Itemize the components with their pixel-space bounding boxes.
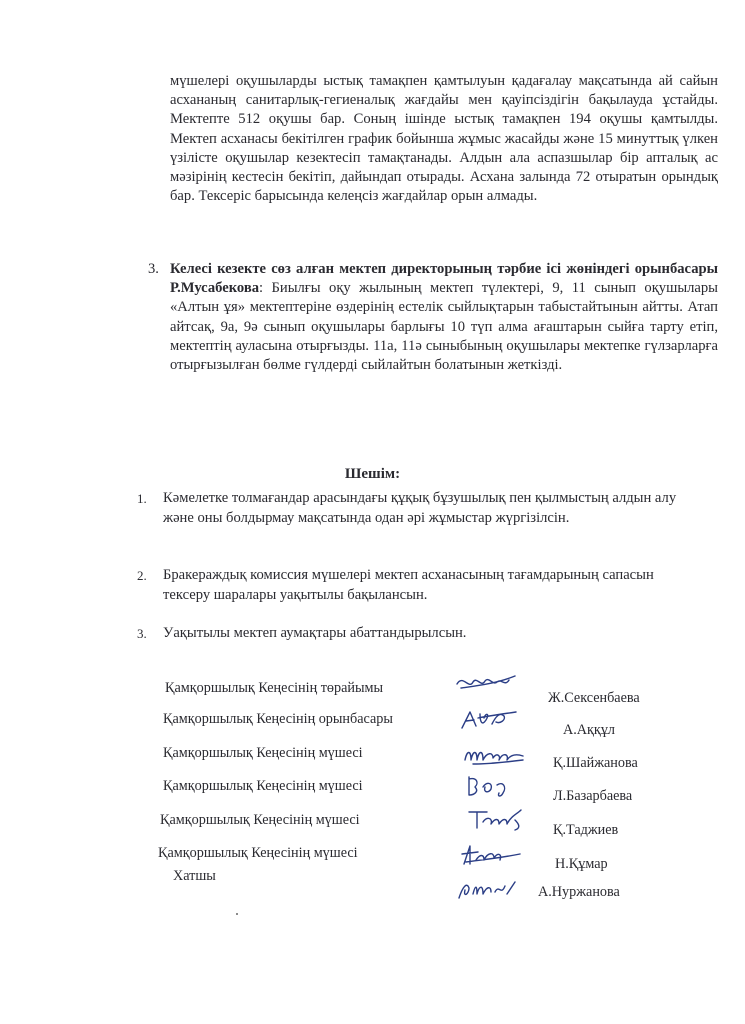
decision-item-text: Уақытылы мектеп аумақтары абаттандырылсын. (163, 625, 467, 641)
handwritten-signature (455, 876, 519, 902)
signatory-name: А.Аққұл (563, 722, 615, 738)
signatory-role: Қамқоршылық Кеңесінің мүшесі (163, 745, 363, 761)
signatory-role: Қамқоршылық Кеңесінің орынбасары (163, 711, 393, 727)
decision-item-number: 1. (137, 491, 147, 506)
agenda-item-text (170, 260, 718, 375)
scan-speck (236, 913, 238, 915)
decision-item-number: 2. (137, 568, 147, 583)
agenda-item-speaker: Келесі кезекте сөз алған мектеп директорының тәрбие ісі жөніндегі орынбасары Р.Мусабекова (170, 261, 718, 297)
signatory-name: Қ.Таджиев (553, 822, 619, 838)
agenda-item-body: : Биылғы оқу жылының мектеп түлектері, 9, 11 сынып оқушылары «Алтын ұя» мектептеріне өздерінің естелік сыйлықтарын табыстайтынын айтты. Атап айтсақ, 9а, 9ә сынып оқушылары барлығы 10 түп алма ағаштарын сыйға тарту етіп, мектептің ауласына отырғызды. 11а, 11ә сыныбының оқушылары мектепке гүлзарларға отырғызылған бөлме гүлдерді сыйлайтын болатынын жеткізді. (170, 280, 718, 374)
decision-title: Шешім: (344, 466, 401, 482)
handwritten-signature (465, 806, 529, 832)
signatory-role: Қамқоршылық Кеңесінің төрайымы (165, 680, 384, 696)
signatory-role: Қамқоршылық Кеңесінің мүшесі (163, 778, 363, 794)
decision-item-text: Кәмелетке толмағандар арасындағы құқық бұзушылық пен қылмыстың алдын алу және оны болдырмау мақсатында одан әрі жұмыстар жүргізілсін. (163, 490, 677, 526)
signatory-name: А.Нуржанова (538, 884, 620, 900)
signatory-role: Қамқоршылық Кеңесінің мүшесі (158, 845, 358, 861)
handwritten-signature (460, 842, 524, 868)
paragraph-canteen-report: мүшелері оқушыларды ыстық тамақпен қамтылуын қадағалау мақсатында ай сайын асхананың санитарлық-гегиеналық жағдайы мен қауіпсіздігін бақылауда ұстайды. Мектепте 512 оқушы бар. Соның ішінде ыстық тамақпен 194 оқушы қамтылды. Мектеп асханасы бекітілген график бойынша жұмыс жасайды және 15 минуттық үлкен үзілісте оқушылар кезектесіп тамақтанады. Алдын ала аспазшылар бір апталық ас мәзірінің кестесін бекітіп, дайындап отырады. Асхана залында 72 отыратын орындық бар. Тексеріс барысында келеңсіз жағдайлар орын алмады. (170, 73, 718, 205)
handwritten-signature (455, 670, 519, 696)
signatory-role: Қамқоршылық Кеңесінің мүшесі (160, 812, 360, 828)
decision-item-number: 3. (137, 626, 147, 641)
decision-item-text: Бракераждық комиссия мүшелері мектеп асханасының тағамдарының сапасын тексеру шаралары уақытылы бақылансын. (163, 567, 654, 603)
handwritten-signature (463, 773, 527, 799)
signatory-name: Қ.Шайжанова (553, 755, 638, 771)
handwritten-signature (463, 742, 527, 768)
handwritten-signature (458, 706, 522, 732)
signatory-role: Хатшы (173, 868, 216, 884)
signatory-name: Ж.Сексенбаева (548, 690, 640, 706)
signatory-name: Л.Базарбаева (553, 788, 633, 804)
signatory-name: Н.Құмар (555, 856, 608, 872)
agenda-item-number: 3. (148, 261, 159, 277)
